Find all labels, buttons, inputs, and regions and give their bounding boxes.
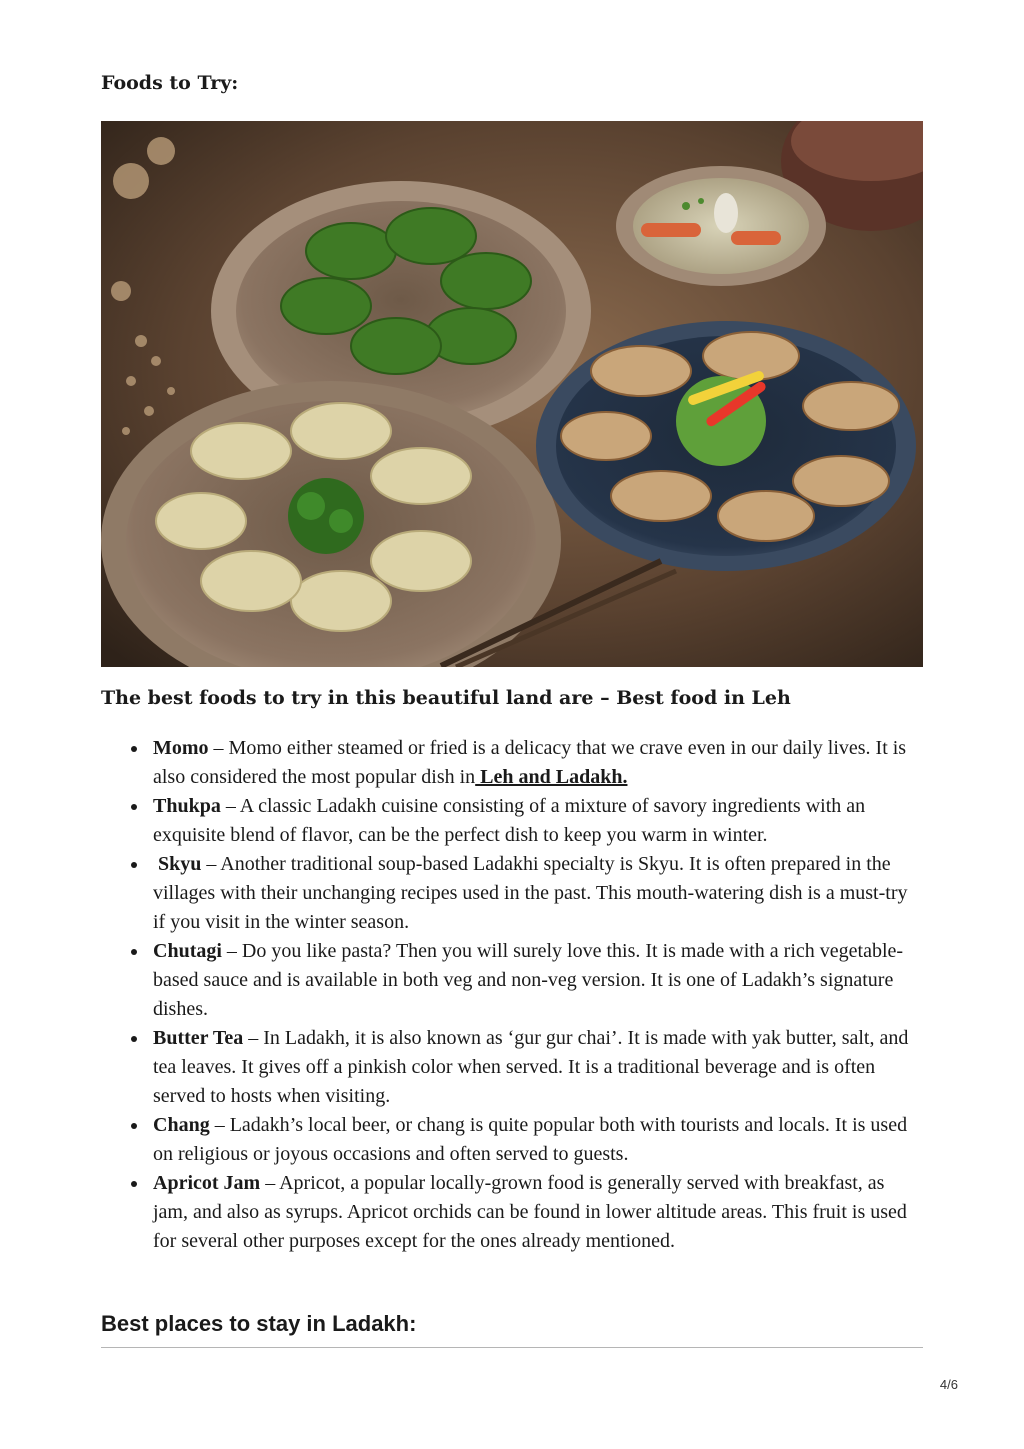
- section-heading: Foods to Try:: [101, 72, 239, 94]
- food-name: Butter Tea: [153, 1027, 244, 1049]
- food-name: Apricot Jam: [153, 1172, 261, 1194]
- food-description: – Ladakh’s local beer, or chang is quite popular both with tourists and locals. It is used on religious or joyous occasions and often served to guests.: [153, 1114, 908, 1165]
- list-item: [153, 1111, 923, 1169]
- page-number: 4/6: [939, 1377, 958, 1392]
- list-item: [153, 937, 923, 1024]
- food-description: – Do you like pasta? Then you will surely love this. It is made with a rich vegetable-based sauce and is available in both veg and non-veg version. It is one of Ladakh’s signature dishes.: [153, 940, 904, 1020]
- food-photo: [101, 121, 923, 667]
- list-item: [153, 850, 923, 937]
- food-description: – Apricot, a popular locally-grown food is generally served with breakfast, as jam, and also as syrups. Apricot orchids can be found in lower altitude areas. This fruit is used for several other purposes except for the ones already mentioned.: [153, 1172, 907, 1252]
- list-item: [153, 1169, 923, 1256]
- food-name: Skyu: [158, 853, 202, 875]
- food-list: [101, 734, 923, 1256]
- heading-divider: [101, 1347, 923, 1348]
- food-name: Thukpa: [153, 795, 221, 817]
- intro-line: The best foods to try in this beautiful land are – Best food in Leh: [101, 687, 791, 709]
- food-name: Momo: [153, 737, 209, 759]
- stay-heading: Best places to stay in Ladakh:: [101, 1311, 417, 1336]
- list-item: [153, 734, 923, 792]
- food-name: Chutagi: [153, 940, 222, 962]
- food-description: – In Ladakh, it is also known as ‘gur gur chai’. It is made with yak butter, salt, and tea leaves. It gives off a pinkish color when served. It is a traditional beverage and is often served to hosts when visiting.: [153, 1027, 909, 1107]
- list-item: [153, 792, 923, 850]
- list-item: [153, 1024, 923, 1111]
- food-description: – Momo either steamed or fried is a delicacy that we crave even in our daily lives. It is also considered the most popular dish in: [153, 737, 907, 788]
- leh-ladakh-link[interactable]: Leh and Ladakh.: [475, 766, 628, 788]
- food-description: – A classic Ladakh cuisine consisting of a mixture of savory ingredients with an exquisite blend of flavor, can be the perfect dish to keep you warm in winter.: [153, 795, 866, 846]
- momo-plates-illustration: [101, 121, 923, 667]
- food-name: Chang: [153, 1114, 210, 1136]
- food-description: – Another traditional soup-based Ladakhi specialty is Skyu. It is often prepared in the villages with their unchanging recipes used in the past. This mouth-watering dish is a must-try if you visit in the winter season.: [153, 853, 908, 933]
